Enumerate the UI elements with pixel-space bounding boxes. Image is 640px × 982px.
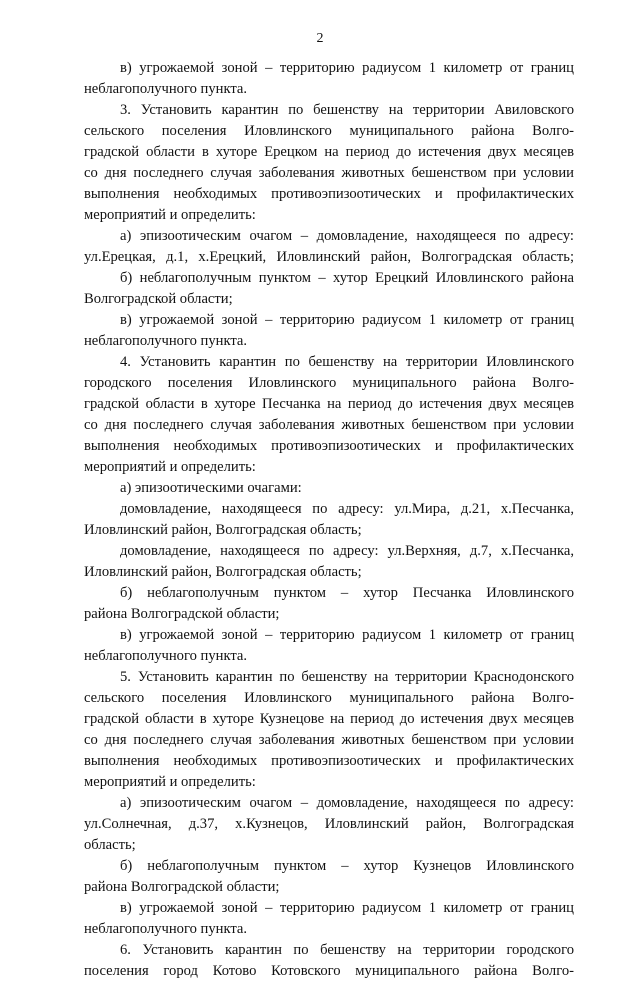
text-line: а) эпизоотическим очагом – домовладение, находящееся по адресу: [120, 228, 574, 244]
text-line: неблагополучного пункта. [84, 921, 248, 937]
text-line: сельского поселения Иловлинского муниципального района Волго- [84, 123, 574, 139]
text-line: Иловлинский район, Волгоградская область; [84, 564, 362, 580]
text-line: 6. Установить карантин по бешенству на территории городского [120, 942, 574, 958]
text-line: городского поселения Иловлинского муниципального района Волго- [84, 375, 574, 391]
text-line: поселения город Котово Котовского муниципального района Волго- [84, 963, 574, 979]
document-body [84, 58, 574, 982]
text-line: ул.Ерецкая, д.1, х.Ерецкий, Иловлинский район, Волгоградская область; [84, 249, 574, 265]
text-line: 4. Установить карантин по бешенству на территории Иловлинского [120, 354, 574, 370]
text-line: 5. Установить карантин по бешенству на территории Краснодонского [120, 669, 574, 685]
text-line: б) неблагополучным пунктом – хутор Песчанка Иловлинского [120, 585, 574, 601]
text-line: б) неблагополучным пунктом – хутор Кузнецов Иловлинского [120, 858, 574, 874]
text-line: неблагополучного пункта. [84, 81, 248, 97]
text-line: со дня последнего случая заболевания животных бешенством при условии [84, 732, 574, 748]
text-line: мероприятий и определить: [84, 459, 256, 475]
text-line: района Волгоградской области; [84, 606, 280, 622]
text-line: со дня последнего случая заболевания животных бешенством при условии [84, 165, 574, 181]
text-line: 3. Установить карантин по бешенству на территории Авиловского [120, 102, 574, 118]
text-line: мероприятий и определить: [84, 207, 256, 223]
text-line: ул.Солнечная, д.37, х.Кузнецов, Иловлинский район, Волгоградская [84, 816, 574, 832]
text-line: домовладение, находящееся по адресу: ул.Мира, д.21, х.Песчанка, [120, 501, 574, 517]
text-line: неблагополучного пункта. [84, 333, 248, 349]
text-line: б) неблагополучным пунктом – хутор Ерецкий Иловлинского района [120, 270, 574, 286]
text-line: района Волгоградской области; [84, 879, 280, 895]
text-line: в) угрожаемой зоной – территорию радиусом 1 километр от границ [120, 312, 574, 328]
text-line: выполнения необходимых противоэпизоотических и профилактических [84, 438, 574, 454]
text-line: градской области в хуторе Песчанка на период до истечения двух месяцев [84, 396, 574, 412]
text-line: в) угрожаемой зоной – территорию радиусом 1 километр от границ [120, 900, 574, 916]
text-line: выполнения необходимых противоэпизоотических и профилактических [84, 186, 574, 202]
text-line: выполнения необходимых противоэпизоотических и профилактических [84, 753, 574, 769]
text-line: область; [84, 837, 136, 853]
text-line: Волгоградской области; [84, 291, 233, 307]
text-line: градской области в хуторе Ерецком на период до истечения двух месяцев [84, 144, 574, 160]
text-line: в) угрожаемой зоной – территорию радиусом 1 километр от границ [120, 627, 574, 643]
text-line: а) эпизоотическим очагом – домовладение, находящееся по адресу: [120, 795, 574, 811]
text-line: неблагополучного пункта. [84, 648, 248, 664]
text-line: а) эпизоотическими очагами: [120, 480, 302, 496]
text-line: Иловлинский район, Волгоградская область; [84, 522, 362, 538]
text-line: сельского поселения Иловлинского муниципального района Волго- [84, 690, 574, 706]
text-line: градской области в хуторе Кузнецове на период до истечения двух месяцев [84, 711, 574, 727]
page-number: 2 [316, 31, 324, 46]
text-line: домовладение, находящееся по адресу: ул.Верхняя, д.7, х.Песчанка, [120, 543, 574, 559]
text-line: со дня последнего случая заболевания животных бешенством при условии [84, 417, 574, 433]
text-line: в) угрожаемой зоной – территорию радиусом 1 километр от границ [120, 60, 574, 76]
text-line: мероприятий и определить: [84, 774, 256, 790]
